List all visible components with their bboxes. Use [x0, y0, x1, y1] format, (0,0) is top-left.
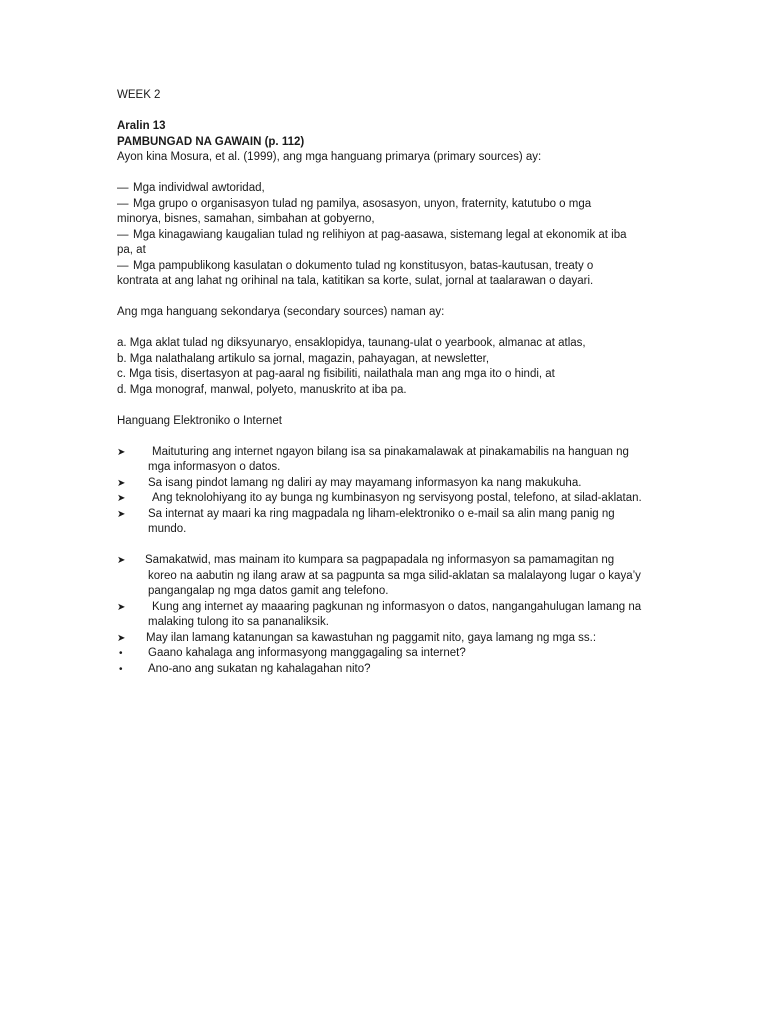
secondary-item: d. Mga monograf, manwal, polyeto, manuskrito at iba pa. [117, 383, 407, 396]
primary-item-text: Mga pampublikong kasulatan o dokumento tulad ng konstitusyon, batas-kautusan, treaty o [133, 259, 594, 272]
primary-item [117, 228, 657, 259]
dash-marker: — [117, 182, 129, 194]
arrow-list-item [117, 553, 657, 600]
list-item-continuation: mundo. [148, 523, 187, 535]
lesson-title: Aralin 13 [117, 120, 166, 132]
arrow-bullet-icon: ➤ [117, 632, 126, 644]
arrow-bullet-icon: ➤ [117, 446, 126, 458]
arrow-list-item [117, 600, 657, 631]
internet-list-a [117, 445, 657, 538]
primary-item-continuation: minorya, bisnes, samahan, simbahan at gobyerno, [117, 213, 375, 225]
list-item-continuation: mga informasyon o datos. [148, 461, 281, 473]
secondary-sources-list [117, 336, 657, 398]
list-item-text: Ang teknolohiyang ito ay bunga ng kumbinasyon ng servisyong postal, telefono, at silad-aklatan. [152, 492, 642, 504]
arrow-bullet-icon: ➤ [117, 493, 126, 504]
week-label: WEEK 2 [117, 89, 161, 101]
list-item-text: Maituturing ang internet ngayon bilang isa sa pinakamalawak at pinakamabilis na hanguan ng [152, 445, 629, 458]
list-item-text: Sa isang pindot lamang ng daliri ay may mayamang informasyon ka nang makukuha. [148, 476, 582, 489]
secondary-item: b. Mga nalathalang artikulo sa jornal, magazin, pahayagan, at newsletter, [117, 352, 490, 365]
arrow-list-item [117, 631, 657, 647]
secondary-intro: Ang mga hanguang sekondarya (secondary sources) naman ay: [117, 306, 445, 318]
primary-item-text: Mga individwal awtoridad, [133, 182, 265, 194]
primary-item [117, 197, 657, 228]
question-text: Ano-ano ang sukatan ng kahalagahan nito? [148, 662, 371, 675]
list-item-continuation: malaking tulong ito sa pananaliksik. [148, 616, 329, 628]
primary-item-text: Mga kinagawiang kaugalian tulad ng relihiyon at pag-aasawa, sistemang legal at ekonomik at iba [133, 228, 627, 241]
arrow-list-item [117, 445, 657, 476]
primary-item [117, 259, 657, 290]
arrow-list-item [117, 507, 657, 538]
document-page [117, 88, 657, 677]
section-heading: PAMBUNGAD NA GAWAIN (p. 112) [117, 135, 305, 148]
primary-item [117, 181, 657, 197]
dot-list-item [117, 662, 657, 678]
arrow-bullet-icon: ➤ [117, 508, 126, 520]
secondary-item: c. Mga tisis, disertasyon at pag-aaral ng fisibiliti, nailathala man ang mga ito o hindi, at [117, 368, 555, 380]
primary-item-text: Mga grupo o organisasyon tulad ng pamilya, asosasyon, unyon, fraternity, katutubo o mga [133, 197, 592, 210]
primary-sources-list [117, 181, 657, 290]
list-item-text: Kung ang internet ay maaaring pagkunan ng informasyon o datos, nangangahulugan lamang na [152, 600, 642, 613]
list-item-text: Sa internat ay maari ka ring magpadala ng liham-elektroniko o e-mail sa alin mang panig ng [148, 507, 615, 520]
dash-marker: — [117, 259, 129, 272]
dash-marker: — [117, 228, 129, 241]
dash-marker: — [117, 197, 129, 210]
arrow-list-item [117, 491, 657, 507]
arrow-bullet-icon: ➤ [117, 601, 126, 613]
list-item-text: Samakatwid, mas mainam ito kumpara sa pagpapadala ng informasyon sa pamamagitan ng [145, 554, 615, 566]
dot-bullet-icon: • [119, 663, 123, 675]
dot-bullet-icon: • [119, 648, 123, 659]
internet-list-b [117, 553, 657, 677]
list-item-continuation: pangangalap ng mga datos gamit ang telefono. [148, 585, 389, 597]
secondary-item: a. Mga aklat tulad ng diksyunaryo, ensaklopidya, taunang-ulat o yearbook, almanac at atlas, [117, 337, 586, 349]
arrow-bullet-icon: ➤ [117, 477, 126, 489]
primary-item-continuation: pa, at [117, 244, 146, 256]
internet-heading: Hanguang Elektroniko o Internet [117, 414, 282, 427]
dot-list-item [117, 646, 657, 662]
question-text: Gaano kahalaga ang informasyong manggagaling sa internet? [148, 647, 466, 659]
primary-intro: Ayon kina Mosura, et al. (1999), ang mga hanguang primarya (primary sources) ay: [117, 151, 542, 163]
arrow-bullet-icon: ➤ [117, 555, 126, 566]
arrow-list-item [117, 476, 657, 492]
list-item-continuation: koreo na aabutin ng ilang araw at sa pagpunta sa mga silid-aklatan sa malalayong lugar o kaya’y [148, 569, 641, 582]
list-item-text: May ilan lamang katanungan sa kawastuhan ng paggamit nito, gaya lamang ng mga ss.: [146, 631, 597, 644]
primary-item-continuation: kontrata at ang lahat ng orihinal na tala, katitikan sa korte, sulat, jornal at taalarawan o dayari. [117, 275, 594, 287]
